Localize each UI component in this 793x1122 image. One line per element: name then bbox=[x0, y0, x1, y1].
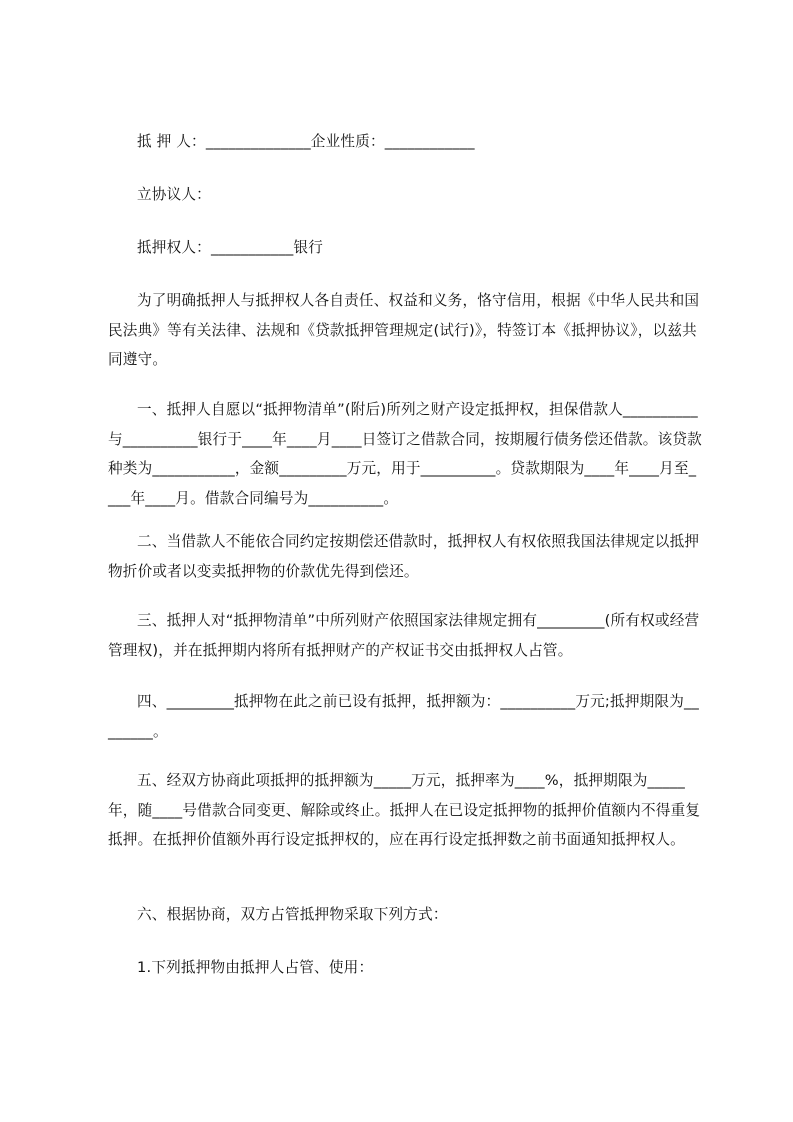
clause-1-paragraph: 一、抵押人自愿以“抵押物清单”(附后)所列之财产设定抵押权，担保借款人__________与__________银行于____年____月____日签订之借款合同，按期履行债务偿还借款。该贷款种类为___________，金额_________万元，用于__________。贷款期限为____年____月至____年____月。借款合同编号为__________。 bbox=[108, 401, 702, 507]
clause-6-paragraph: 六、根据协商，双方占管抵押物采取下列方式： bbox=[137, 906, 448, 923]
clause-5-paragraph: 五、经双方协商此项抵押的抵押额为_____万元，抵押率为____%，抵押期限为_____年，随____号借款合同变更、解除或终止。抵押人在已设定抵押物的抵押价值额内不得重复抵押。在抵押价值额外再行设定抵押权的，应在再行设定抵押数之前书面通知抵押权人。 bbox=[108, 772, 701, 848]
clause-4-paragraph: 四、_________抵押物在此之前已设有抵押，抵押额为：__________万元;抵押期限为________。 bbox=[108, 693, 699, 740]
clause-3-paragraph: 三、抵押人对“抵押物清单”中所列财产依照国家法律规定拥有_________(所有权或经营管理权)，并在抵押期内将所有抵押财产的产权证书交由抵押权人占管。 bbox=[108, 612, 700, 659]
clause-2-paragraph: 二、当借款人不能依合同约定按期偿还借款时，抵押权人有权依照我国法律规定以抵押物折价或者以变卖抵押物的价款优先得到偿还。 bbox=[108, 533, 700, 580]
clause-6-item-1: 1.下列抵押物由抵押人占管、使用： bbox=[137, 959, 374, 976]
agreement-party-line: 立协议人： bbox=[137, 186, 211, 203]
mortgagee-line: 抵押权人：___________银行 bbox=[137, 239, 324, 256]
mortgagor-line: 抵 押 人：______________企业性质：____________ bbox=[137, 133, 475, 150]
preamble-paragraph: 为了明确抵押人与抵押权人各自责任、权益和义务，恪守信用，根据《中华人民共和国民法典》等有关法律、法规和《贷款抵押管理规定(试行)》，特签订本《抵押协议》，以兹共同遵守。 bbox=[108, 292, 700, 368]
